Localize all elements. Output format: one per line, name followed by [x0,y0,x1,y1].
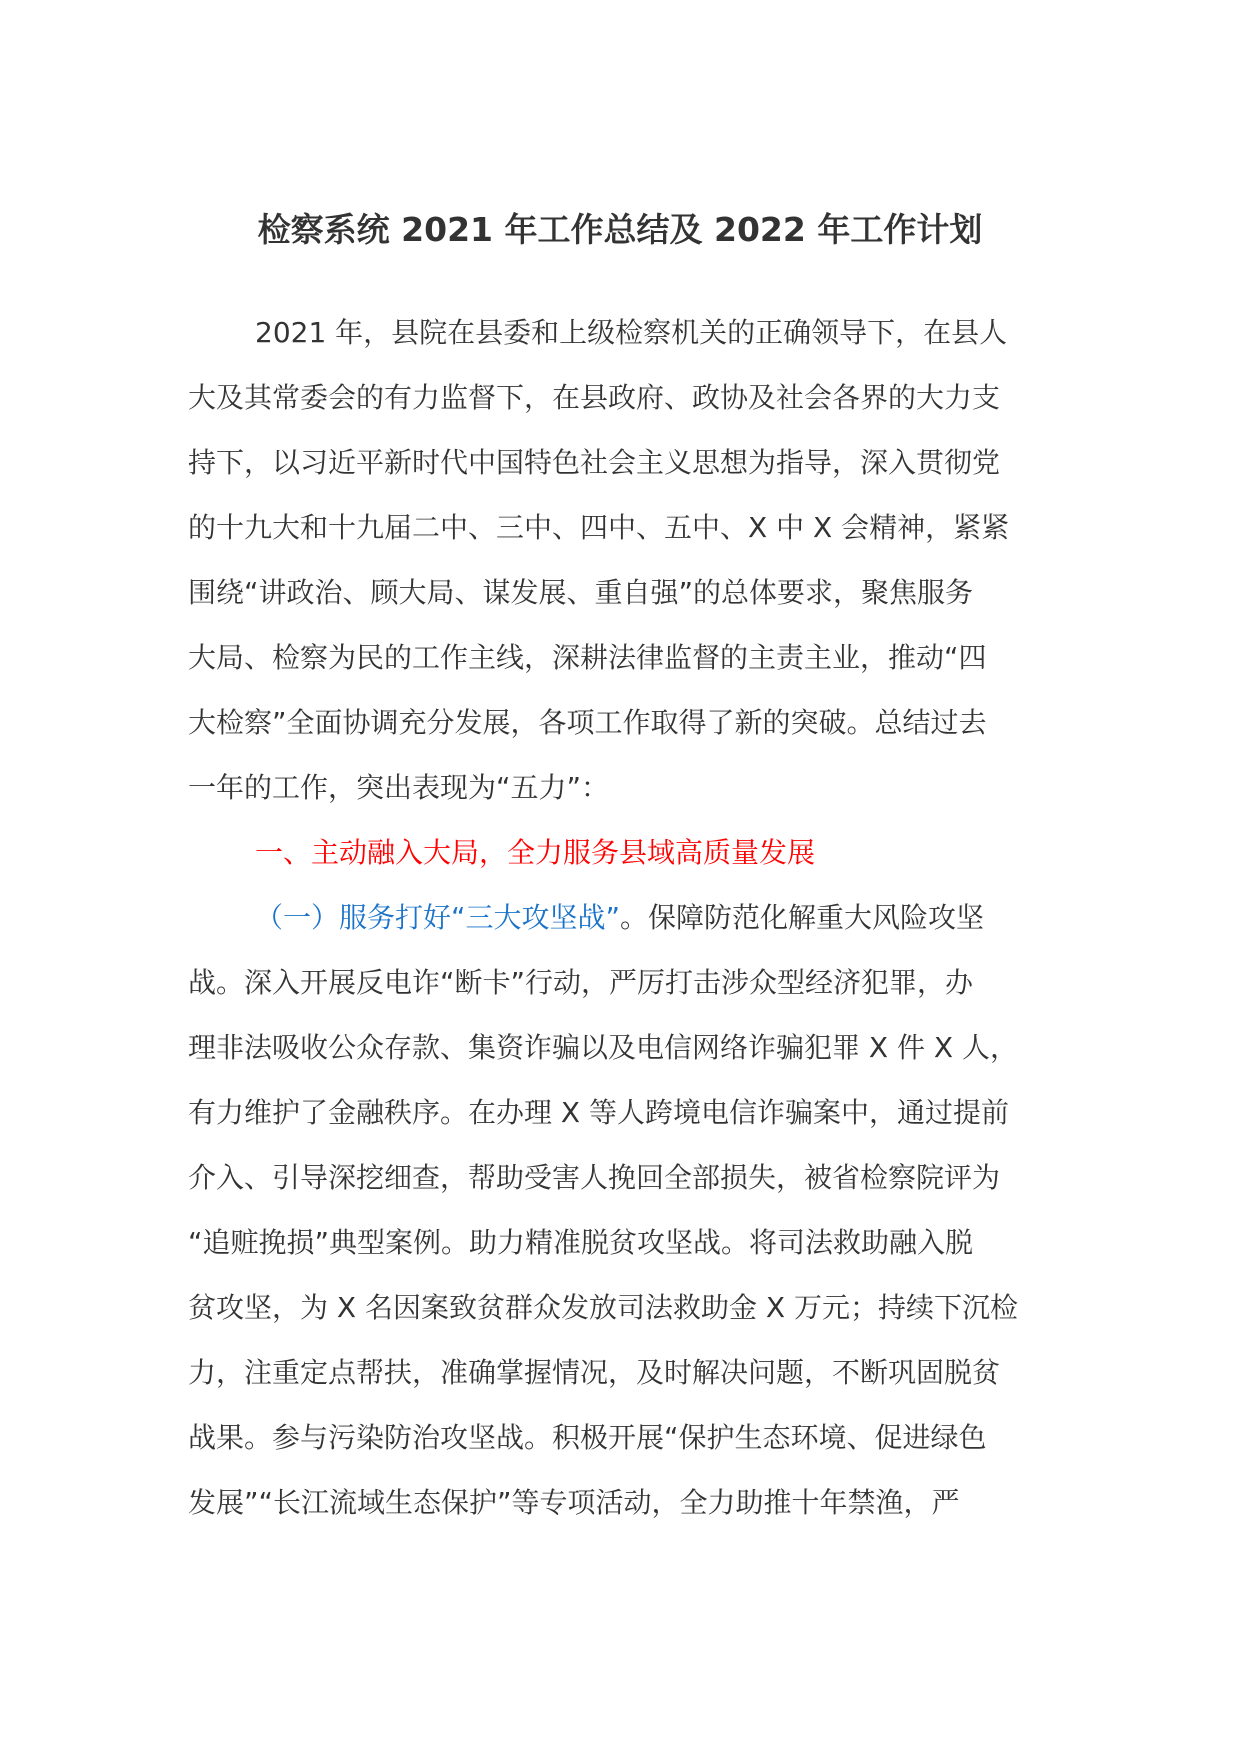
paragraph-line: 围绕“讲政治、顾大局、谋发展、重自强”的总体要求，聚焦服务 [188,576,974,609]
paragraph-line: 战果。参与污染防治攻坚战。积极开展“保护生态环境、促进绿色 [188,1421,987,1454]
document-title: 检察系统 2021 年工作总结及 2022 年工作计划 [257,210,983,249]
paragraph-line: 贫攻坚，为 X 名因案致贫群众发放司法救助金 X 万元；持续下沉检 [188,1291,1018,1324]
paragraph-line: 的十九大和十九届二中、三中、四中、五中、X 中 X 会精神，紧紧 [188,511,1010,544]
subsection-first-line [188,885,1054,950]
paragraph-line: 力，注重定点帮扶，准确掌握情况，及时解决问题，不断巩固脱贫 [188,1356,1001,1389]
subsection-heading: （一）服务打好“三大攻坚战” [255,901,621,934]
paragraph-line: 有力维护了金融秩序。在办理 X 等人跨境电信诈骗案中，通过提前 [188,1096,1009,1129]
paragraph-line: 大检察”全面协调充分发展，各项工作取得了新的突破。总结过去 [188,706,987,739]
section-heading: 一、主动融入大局，全力服务县域高质量发展 [255,836,816,869]
paragraph-line: “追赃挽损”典型案例。助力精准脱贫攻坚战。将司法救助融入脱 [188,1226,974,1259]
paragraph-line: 介入、引导深挖细查，帮助受害人挽回全部损失，被省检察院评为 [188,1161,1001,1194]
paragraph-line: 理非法吸收公众存款、集资诈骗以及电信网络诈骗犯罪 X 件 X 人， [188,1031,1018,1064]
document-body [188,300,1054,1535]
subsection-first-line-text: 。保障防范化解重大风险攻坚 [620,901,985,934]
paragraph-line: 2021 年，县院在县委和上级检察机关的正确领导下，在县人 [255,316,1008,349]
paragraph-line: 一年的工作，突出表现为“五力”： [188,771,610,804]
paragraph-line: 大及其常委会的有力监督下，在县政府、政协及社会各界的大力支 [188,381,1001,414]
paragraph-line: 持下，以习近平新时代中国特色社会主义思想为指导，深入贯彻党 [188,446,1001,479]
paragraph-line: 战。深入开展反电诈“断卡”行动，严厉打击涉众型经济犯罪，办 [188,966,974,999]
paragraph-line: 大局、检察为民的工作主线，深耕法律监督的主责主业，推动“四 [188,641,987,674]
paragraph-line: 发展”“长江流域生态保护”等专项活动，全力助推十年禁渔，严 [188,1486,960,1519]
